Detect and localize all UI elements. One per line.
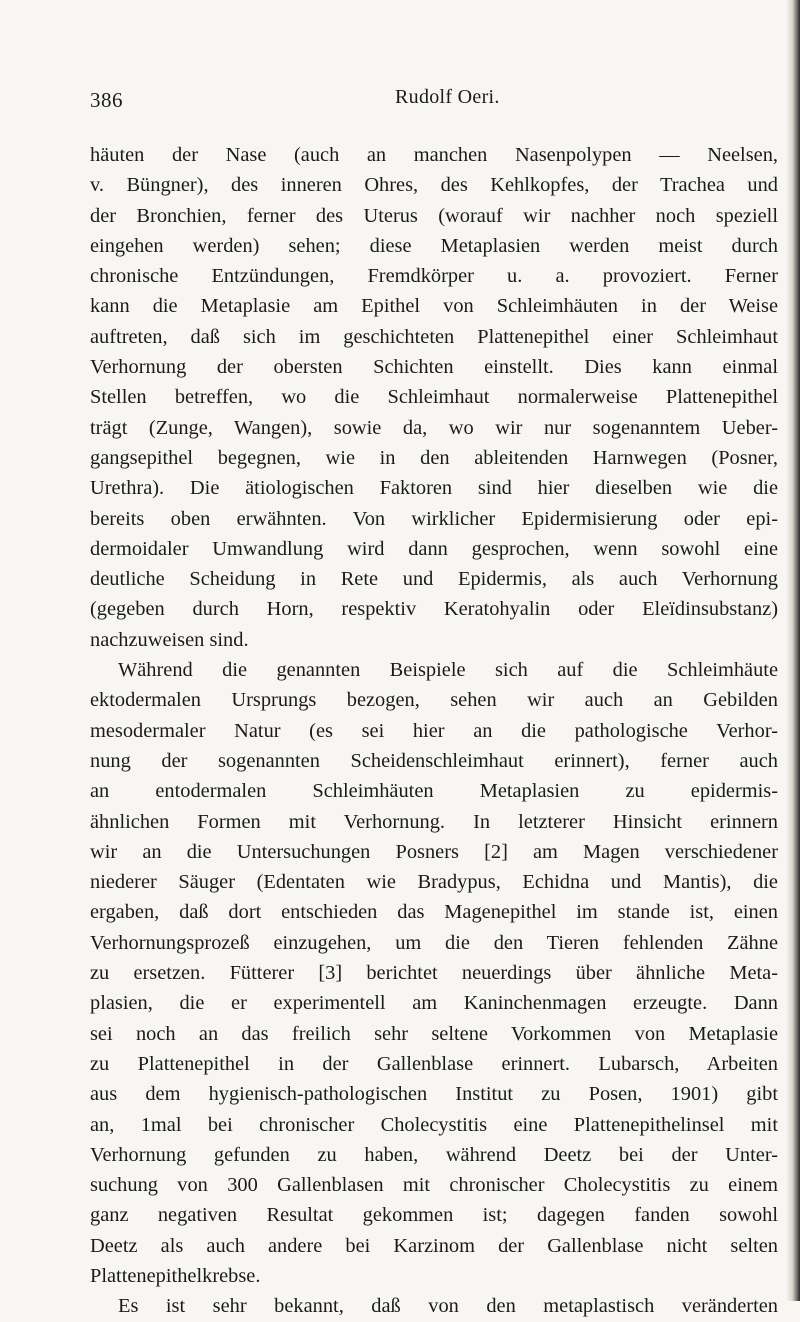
text-line: Urethra). Die ätiologischen Faktoren sind hier dieselben wie die bbox=[90, 477, 778, 500]
text-line: Verhornung der obersten Schichten einstellt. Dies kann einmal bbox=[90, 356, 778, 379]
text-line: nachzuweisen sind. bbox=[90, 628, 249, 651]
page-header bbox=[90, 86, 770, 116]
text-line: Stellen betreffen, wo die Schleimhaut normalerweise Plattenepithel bbox=[90, 386, 778, 409]
text-line: chronische Entzündungen, Fremdkörper u. a. provoziert. Ferner bbox=[90, 265, 778, 288]
text-line: kann die Metaplasie am Epithel von Schleimhäuten in der Weise bbox=[90, 295, 778, 318]
text-line: eingehen werden) sehen; diese Metaplasien werden meist durch bbox=[90, 234, 778, 257]
text-line: deutliche Scheidung in Rete und Epidermis, als auch Verhornung bbox=[90, 568, 778, 591]
text-line: wir an die Untersuchungen Posners [2] am Magen verschiedener bbox=[90, 840, 778, 863]
text-line: v. Büngner), des inneren Ohres, des Kehlkopfes, der Trachea und bbox=[90, 174, 778, 197]
text-line: zu ersetzen. Fütterer [3] berichtet neuerdings über ähnliche Meta- bbox=[90, 962, 778, 985]
text-line: ganz negativen Resultat gekommen ist; dagegen fanden sowohl bbox=[90, 1204, 778, 1227]
text-line: auftreten, daß sich im geschichteten Plattenepithel einer Schleimhaut bbox=[90, 325, 778, 348]
body-text bbox=[90, 140, 778, 1322]
text-line: (gegeben durch Horn, respektiv Keratohyalin oder Eleïdinsubstanz) bbox=[90, 598, 778, 621]
text-line: aus dem hygienisch-pathologischen Institut zu Posen, 1901) gibt bbox=[90, 1083, 778, 1106]
text-line: niederer Säuger (Edentaten wie Bradypus, Echidna und Mantis), die bbox=[90, 871, 778, 894]
text-line: Es ist sehr bekannt, daß von den metaplastisch veränderten bbox=[118, 1295, 778, 1318]
text-line: sei noch an das freilich sehr seltene Vorkommen von Metaplasie bbox=[90, 1022, 778, 1045]
text-line: an entodermalen Schleimhäuten Metaplasien zu epidermis- bbox=[90, 780, 778, 803]
text-line: zu Plattenepithel in der Gallenblase erinnert. Lubarsch, Arbeiten bbox=[90, 1052, 778, 1075]
text-line: Deetz als auch andere bei Karzinom der Gallenblase nicht selten bbox=[90, 1234, 778, 1257]
text-line: trägt (Zunge, Wangen), sowie da, wo wir nur sogenanntem Ueber- bbox=[90, 416, 778, 439]
text-line: der Bronchien, ferner des Uterus (worauf wir nachher noch speziell bbox=[90, 204, 778, 227]
text-line: ähnlichen Formen mit Verhornung. In letzterer Hinsicht erinnern bbox=[90, 810, 778, 833]
running-head: Rudolf Oeri. bbox=[395, 86, 500, 108]
text-line: gangsepithel begegnen, wie in den ableitenden Harnwegen (Posner, bbox=[90, 446, 778, 469]
text-line: suchung von 300 Gallenblasen mit chronischer Cholecystitis zu einem bbox=[90, 1174, 778, 1197]
page-number: 386 bbox=[90, 88, 123, 112]
text-line: Verhornung gefunden zu haben, während Deetz bei der Unter- bbox=[90, 1143, 778, 1166]
text-line: ektodermalen Ursprungs bezogen, sehen wir auch an Gebilden bbox=[90, 689, 778, 712]
text-line: Plattenepithelkrebse. bbox=[90, 1264, 261, 1287]
text-line: Während die genannten Beispiele sich auf die Schleimhäute bbox=[118, 659, 778, 682]
text-line: dermoidaler Umwandlung wird dann gesprochen, wenn sowohl eine bbox=[90, 537, 778, 560]
text-line: mesodermaler Natur (es sei hier an die pathologische Verhor- bbox=[90, 719, 778, 742]
text-line: plasien, die er experimentell am Kaninchenmagen erzeugte. Dann bbox=[90, 992, 778, 1015]
page-edge-shadow bbox=[786, 0, 800, 1301]
text-line: bereits oben erwähnten. Von wirklicher Epidermisierung oder epi- bbox=[90, 507, 778, 530]
text-line: an, 1mal bei chronischer Cholecystitis eine Plattenepithelinsel mit bbox=[90, 1113, 778, 1136]
text-line: nung der sogenannten Scheidenschleimhaut erinnert), ferner auch bbox=[90, 749, 778, 772]
text-line: Verhornungsprozeß einzugehen, um die den Tieren fehlenden Zähne bbox=[90, 931, 778, 954]
text-line: ergaben, daß dort entschieden das Magenepithel im stande ist, einen bbox=[90, 901, 778, 924]
text-line: häuten der Nase (auch an manchen Nasenpolypen — Neelsen, bbox=[90, 144, 778, 166]
